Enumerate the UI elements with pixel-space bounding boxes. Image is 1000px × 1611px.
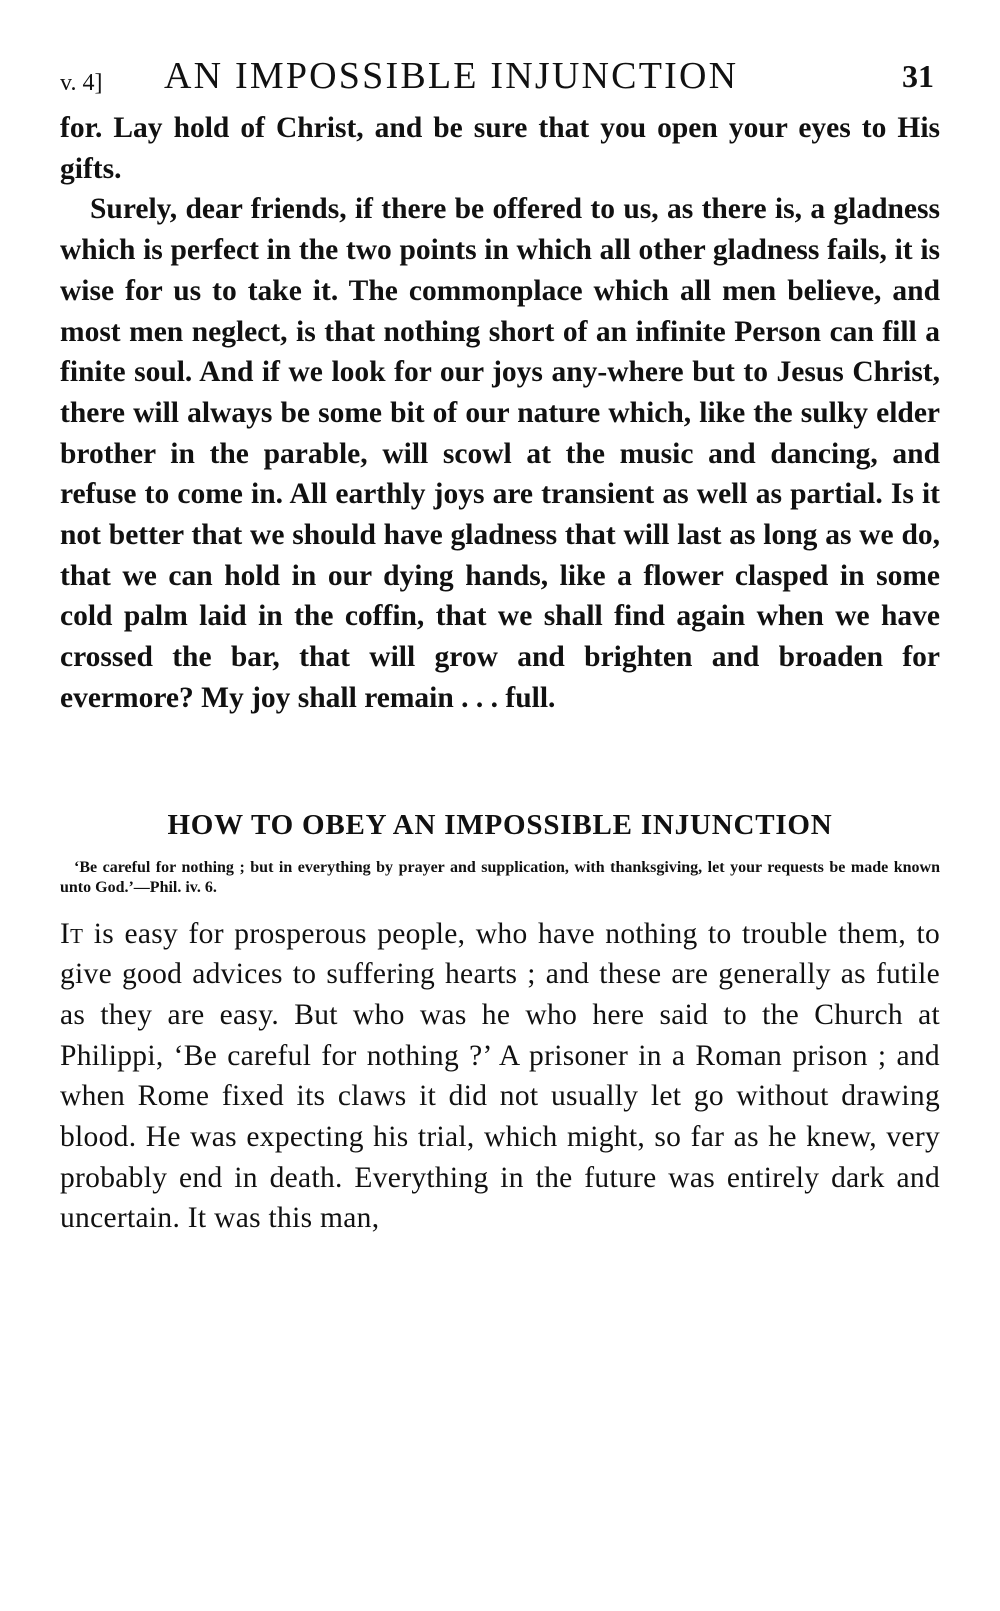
continued-paragraph: for. Lay hold of Christ, and be sure that you open your eyes to His gifts. xyxy=(60,112,940,185)
section-body-text: is easy for prosperous people, who have nothing to trouble them, to give good advices to suffering hearts ; and these are generally as futile as they are easy. But who was he who here said to the Church at Philippi, ‘Be careful for nothing ?’ A prisoner in a Roman prison ; and when Rome fixed its claws it did not usually let go without drawing blood. He was expecting his trial, which might, so far as he knew, very probably end in death. Everything in the future was entirely dark and uncertain. It was this man, xyxy=(60,917,940,1235)
epigraph-text: ‘Be careful for nothing ; but in everything by prayer and supplication, with thanksgiving, let your requests be made known unto God.’—Phil. iv. 6. xyxy=(60,858,940,896)
section-body xyxy=(60,914,940,1240)
page-number: 31 xyxy=(902,58,934,94)
chapter-verse-reference: v. 4] xyxy=(60,70,103,96)
paragraph-surely: Surely, dear friends, if there be offered to us, as there is, a gladness which is perfect in the two points in which all other gladness fails, it is wise for us to take it. The commonplace which all men believe, and most men neglect, is that nothing short of an infinite Person can fill a finite soul. And if we look for our joys any-where but to Jesus Christ, there will always be some bit of our nature which, like the sulky elder brother in the parable, will scowl at the music and dancing, and refuse to come in. All earthly joys are transient as well as partial. Is it not better that we should have gladness that will last as long as we do, that we can hold in our dying hands, like a flower clasped in some cold palm laid in the coffin, that we shall find again when we have crossed the bar, that will grow and brighten and broaden for evermore? My joy shall remain . . . full. xyxy=(60,193,940,714)
opening-word: It xyxy=(60,917,84,950)
section-title: HOW TO OBEY AN IMPOSSIBLE INJUNCTION xyxy=(167,808,833,841)
running-head xyxy=(60,48,940,108)
section-gap xyxy=(60,719,940,809)
book-page xyxy=(60,48,940,1239)
epigraph xyxy=(60,858,940,898)
running-title: AN IMPOSSIBLE INJUNCTION xyxy=(164,55,739,97)
